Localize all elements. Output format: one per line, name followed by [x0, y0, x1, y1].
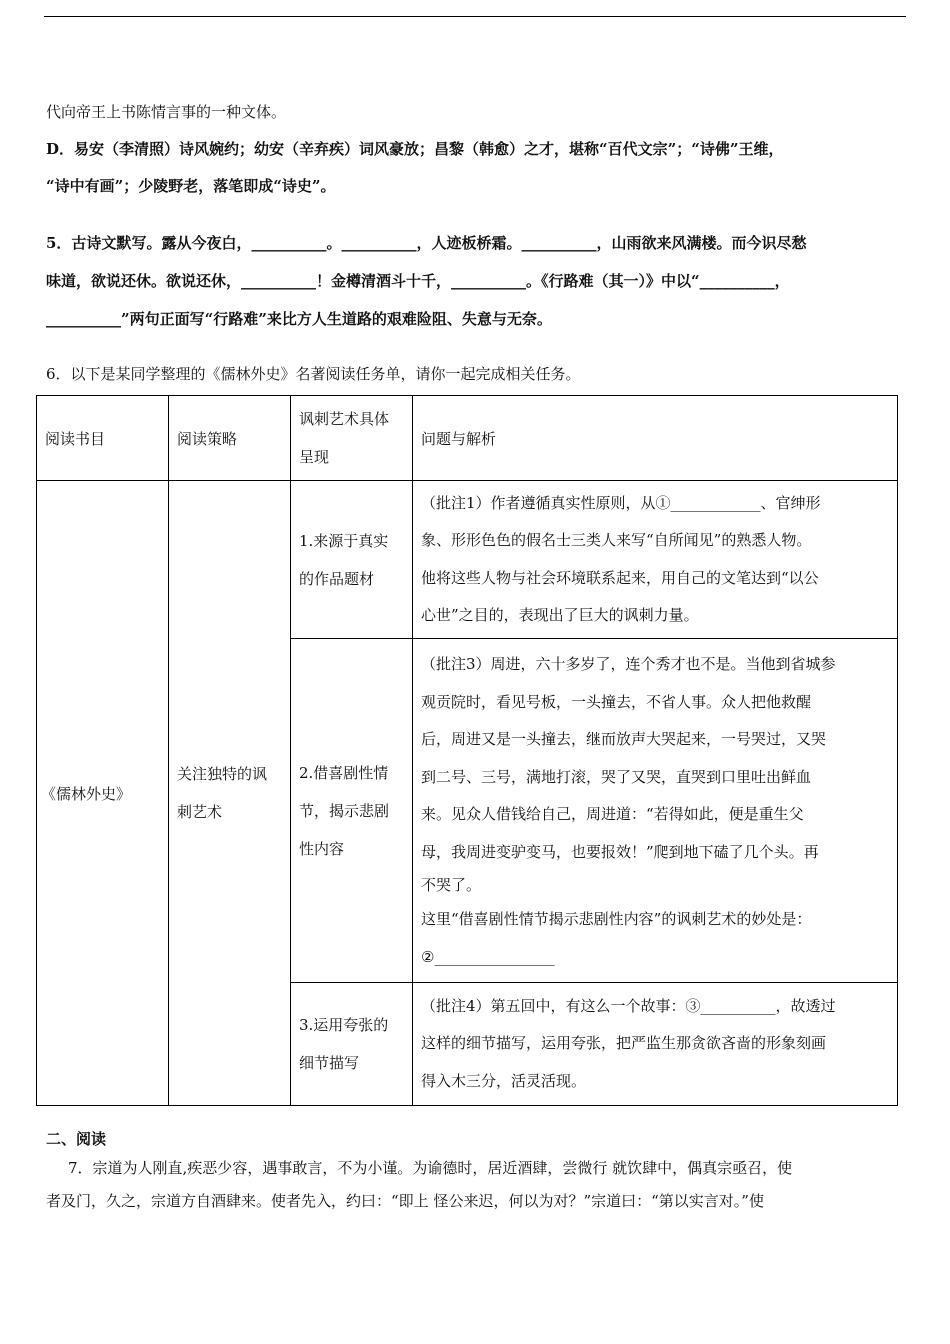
- q7-line-1: 7．宗道为人刚直,疾恶少容，遇事敢言，不为小谨。为谕德时，居近酒肆，尝微行 就饮肆中，偶真宗亟召，使: [68, 1159, 793, 1177]
- book-cell: 《儒林外史》: [37, 481, 169, 1106]
- analysis-cell-1: （批注1）作者遵循真实性原则，从①____________、官绅形 象、形形色色的假名士三类人来写“自所闻见”的熟悉人物。 他将这些人物与社会环境联系起来，用自己的文笔达到“以公 心世”之目的，表现出了巨大的讽刺力量。: [413, 481, 898, 639]
- q7-line-2: 者及门，久之，宗道方自酒肆来。使者先入，约曰：“即上 怪公来迟，何以为对？”宗道曰：“第以实言对。”使: [46, 1192, 764, 1210]
- question-7: [46, 1152, 904, 1218]
- option-d-line-1: D．易安（李清照）诗风婉约；幼安（辛弃疾）词风豪放；昌黎（韩愈）之才，堪称“百代文宗”；“诗佛”王维，: [46, 140, 784, 158]
- question-4-tail: [46, 94, 904, 205]
- intro-line: 代向帝王上书陈情言事的一种文体。: [46, 103, 287, 121]
- strategy-cell: 关注独特的讽 刺艺术: [169, 481, 291, 1106]
- header-strategy: 阅读策略: [169, 396, 291, 481]
- header-book: 阅读书目: [37, 396, 169, 481]
- option-d-line-2: “诗中有画”；少陵野老，落笔即成“诗史”。: [46, 177, 336, 195]
- q5-line-2: 味道，欲说还休。欲说还休，__________！金樽清酒斗十千，__________。《行路难（其一）》中以“__________，: [46, 272, 790, 290]
- top-rule: [44, 16, 906, 17]
- presentation-cell-2: 2.借喜剧性情 节，揭示悲剧 性内容: [291, 639, 413, 983]
- reading-task-table: [36, 395, 898, 1106]
- table-header-row: [37, 396, 898, 481]
- q6-title: 6．以下是某同学整理的《儒林外史》名著阅读任务单，请你一起完成相关任务。: [46, 365, 581, 383]
- table-row: [37, 481, 898, 639]
- header-presentation: 讽刺艺术具体 呈现: [291, 396, 413, 481]
- presentation-cell-3: 3.运用夸张的 细节描写: [291, 983, 413, 1106]
- analysis-cell-3: （批注4）第五回中，有这么一个故事：③__________，故透过 这样的细节描写，运用夸张，把严监生那贪欲吝啬的形象刻画 得入木三分，活灵活现。: [413, 983, 898, 1106]
- analysis-cell-2: （批注3）周进，六十多岁了，连个秀才也不是。当他到省城参 观贡院时，看见号板，一头撞去，不省人事。众人把他救醒 后，周进又是一头撞去，继而放声大哭起来，一号哭过，又哭 到二号、三号，满地打滚，哭了又哭，直哭到口里吐出鲜血 来。见众人借钱给自己，周进道：“若得如此，便是重生父 母，我周进变驴变马，也要报效！”爬到地下磕了几个头。再 不哭了。 这里“借喜剧性情节揭示悲剧性内容”的讽刺艺术的妙处是： ②________________: [413, 639, 898, 983]
- q5-line-1: 5．古诗文默写。露从今夜白，__________。__________，人迹板桥霜。__________，山雨欲来风满楼。而今识尽愁: [46, 234, 807, 252]
- question-5: [46, 224, 904, 338]
- section-2-title: 二、阅读: [46, 1130, 107, 1148]
- header-analysis: 问题与解析: [413, 396, 898, 481]
- q5-line-3: __________”两句正面写“行路难”来比方人生道路的艰难险阻、失意与无奈。: [46, 310, 552, 328]
- presentation-cell-1: 1.来源于真实 的作品题材: [291, 481, 413, 639]
